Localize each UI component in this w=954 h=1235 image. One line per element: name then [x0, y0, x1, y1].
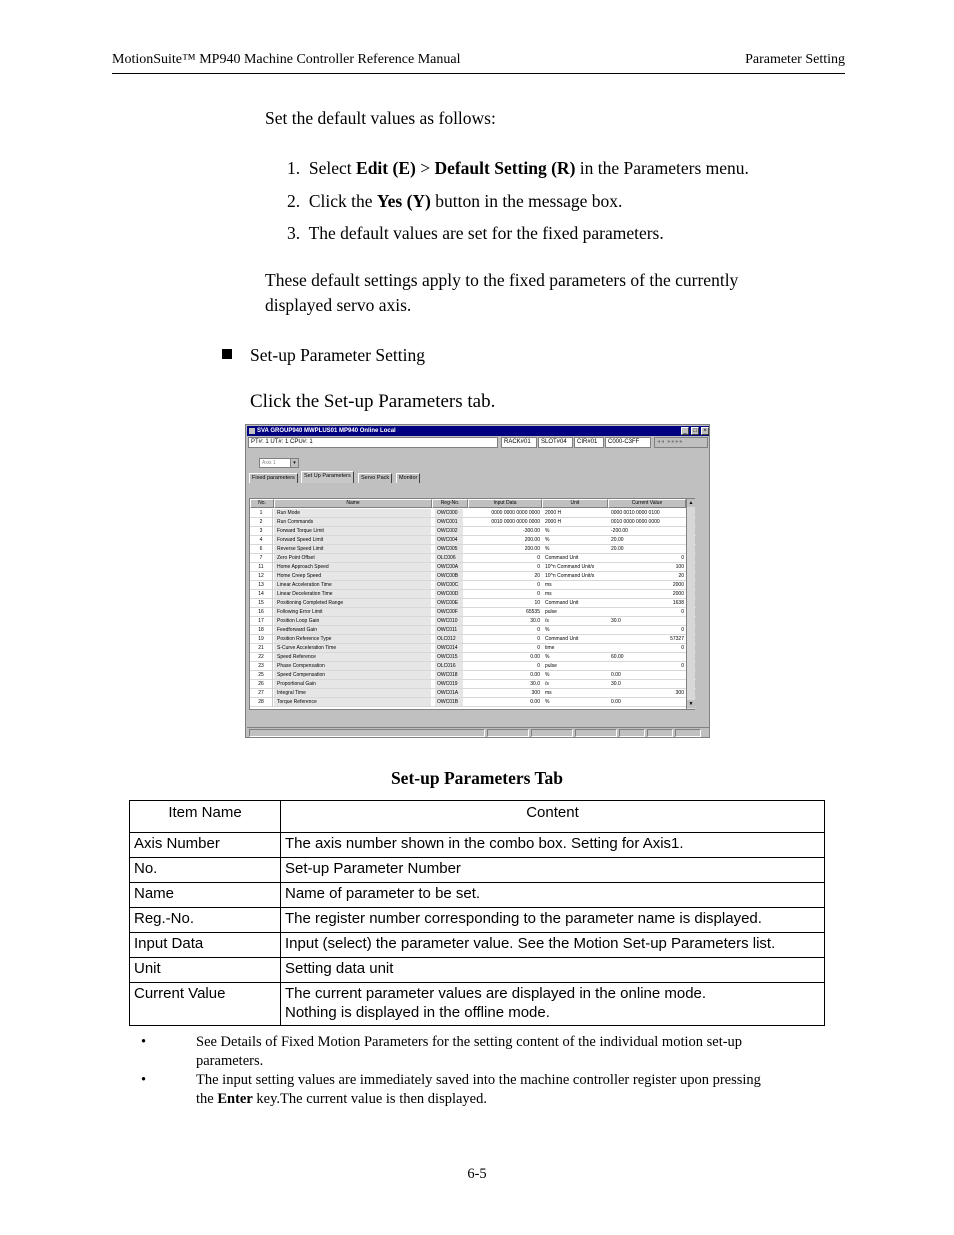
- table-row: No. Set-up Parameter Number: [130, 858, 825, 883]
- row-unit: time: [545, 645, 555, 651]
- row-reg: OWC00F: [435, 608, 463, 616]
- row-input[interactable]: 200.00: [524, 546, 540, 552]
- tab-servo-pack[interactable]: Servo Pack: [358, 473, 392, 483]
- grid-row[interactable]: [250, 689, 696, 698]
- square-bullet-icon: [222, 349, 232, 359]
- row-no: 2: [250, 518, 273, 527]
- row-current: 0: [681, 627, 684, 633]
- row-unit: /s: [545, 681, 549, 687]
- table-row: Reg.-No. The register number corresponding to the parameter name is displayed.: [130, 908, 825, 933]
- table-header-content: Content: [281, 801, 825, 833]
- row-input[interactable]: 300: [531, 690, 540, 696]
- row-reg: OLC012: [435, 635, 463, 643]
- row-input[interactable]: 10: [534, 600, 540, 606]
- row-input[interactable]: 0000 0000 0000 0000: [491, 510, 540, 516]
- row-name: Zero Point Offset: [274, 554, 431, 562]
- row-no: 21: [250, 644, 273, 653]
- col-header-no: No.: [250, 499, 274, 508]
- row-reg: OWC015: [435, 653, 463, 661]
- table-header-item: Item Name: [130, 801, 281, 833]
- row-name: Feedforward Gain: [274, 626, 431, 634]
- grid-row[interactable]: [250, 572, 696, 581]
- window-title-bar: SVA GROUP940 MWPLUS01 MP940 Online Local: [247, 426, 710, 436]
- row-unit: Command Unit: [545, 600, 579, 606]
- row-name: Torque Reference: [274, 698, 431, 706]
- scroll-down-icon[interactable]: ▼: [688, 701, 694, 707]
- grid-row[interactable]: [250, 680, 696, 689]
- row-unit: %: [545, 654, 550, 660]
- vertical-scrollbar[interactable]: [686, 499, 695, 709]
- row-unit: %: [545, 537, 550, 543]
- row-no: 13: [250, 581, 273, 590]
- row-no: 7: [250, 554, 273, 563]
- row-reg: OWC018: [435, 671, 463, 679]
- row-input[interactable]: 0: [537, 555, 540, 561]
- scroll-up-icon[interactable]: ▲: [688, 500, 694, 506]
- row-unit: %: [545, 672, 550, 678]
- row-reg: OWC005: [435, 545, 463, 553]
- row-current: 0000 0010 0000 0100: [611, 510, 660, 516]
- row-unit: 10^n Command Unit/s: [545, 573, 595, 579]
- row-input[interactable]: 20: [534, 573, 540, 579]
- row-name: Phase Compensation: [274, 662, 431, 670]
- grid-row[interactable]: [250, 518, 696, 527]
- row-input[interactable]: -300.00: [523, 528, 540, 534]
- row-unit: ms: [545, 582, 552, 588]
- row-name: Forward Torque Limit: [274, 527, 431, 535]
- row-input[interactable]: 200.00: [524, 537, 540, 543]
- status-pt: PT#: 1 UT#: 1 CPU#: 1: [248, 437, 498, 448]
- row-input[interactable]: 65535: [526, 609, 540, 615]
- row-reg: OWC01B: [435, 698, 463, 706]
- row-name: Home Creep Speed: [274, 572, 431, 580]
- row-name: Integral Time: [274, 689, 431, 697]
- row-input[interactable]: 30.0: [530, 618, 540, 624]
- row-reg: OWC00C: [435, 581, 463, 589]
- status-slot: SLOT#04: [538, 437, 573, 448]
- row-unit: 2000 H: [545, 519, 562, 525]
- row-reg: OWC000: [435, 509, 463, 517]
- bullet-icon: •: [141, 1034, 147, 1050]
- table-row: Axis Number The axis number shown in the combo box. Setting for Axis1.: [130, 833, 825, 858]
- page-number: 6-5: [467, 1166, 487, 1182]
- row-reg: OWC00D: [435, 590, 463, 598]
- col-header-current: Current Value: [608, 499, 686, 508]
- row-no: 16: [250, 608, 273, 617]
- row-current: 0010 0000 0000 0000: [611, 519, 660, 525]
- row-name: Forward Speed Limit: [274, 536, 431, 544]
- row-current: 30.0: [611, 681, 621, 687]
- intro-text: Set the default values as follows:: [265, 108, 496, 128]
- row-input[interactable]: 30.0: [530, 681, 540, 687]
- row-no: 11: [250, 563, 273, 572]
- row-current: 57327: [670, 636, 684, 642]
- row-reg: OWC00B: [435, 572, 463, 580]
- row-reg: OWC01A: [435, 689, 463, 697]
- row-reg: OWC002: [435, 527, 463, 535]
- row-unit: %: [545, 627, 550, 633]
- row-unit: %: [545, 528, 550, 534]
- row-name: Proportional Gain: [274, 680, 431, 688]
- row-unit: 2000 H: [545, 510, 562, 516]
- grid-row[interactable]: [250, 590, 696, 599]
- row-no: 22: [250, 653, 273, 662]
- grid-row[interactable]: [250, 563, 696, 572]
- row-no: 1: [250, 509, 273, 518]
- row-no: 14: [250, 590, 273, 599]
- col-header-reg: Reg-No.: [432, 499, 468, 508]
- row-current: 2000: [672, 591, 684, 597]
- row-no: 17: [250, 617, 273, 626]
- step-1: 1. Select Edit (E) > Default Setting (R) in the Parameters menu.: [287, 158, 749, 178]
- row-no: 23: [250, 662, 273, 671]
- row-reg: OLC016: [435, 662, 463, 670]
- row-current: 0: [681, 609, 684, 615]
- row-current: 0: [681, 555, 684, 561]
- row-name: Position Loop Gain: [274, 617, 431, 625]
- row-current: 60.00: [611, 654, 624, 660]
- row-no: 26: [250, 680, 273, 689]
- maximize-button[interactable]: □: [691, 427, 699, 435]
- step-2: 2. Click the Yes (Y) button in the message box.: [287, 191, 623, 211]
- row-name: Home Approach Speed: [274, 563, 431, 571]
- row-unit: pulse: [545, 609, 557, 615]
- row-input[interactable]: 0: [537, 582, 540, 588]
- row-no: 27: [250, 689, 273, 698]
- row-unit: 10^n Command Unit/s: [545, 564, 595, 570]
- chevron-down-icon[interactable]: ▾: [290, 459, 298, 467]
- row-input[interactable]: 0010 0000 0000 0000: [491, 519, 540, 525]
- row-unit: Command Unit: [545, 555, 579, 561]
- parameter-grid: [249, 498, 695, 710]
- row-reg: OWC00E: [435, 599, 463, 607]
- row-input[interactable]: 0: [537, 564, 540, 570]
- note-1: • See Details of Fixed Motion Parameters for the setting content of the individual motion set-up parameters.: [141, 1034, 743, 1069]
- row-input[interactable]: 0: [537, 645, 540, 651]
- grid-row[interactable]: [250, 608, 696, 617]
- row-name: Position Reference Type: [274, 635, 431, 643]
- status-cir: CIR#01: [574, 437, 604, 448]
- table-row: Current Value The current parameter values are displayed in the online mode. Nothing is displayed in the offline mode.: [130, 983, 825, 1026]
- row-current: 1638: [672, 600, 684, 606]
- grid-row[interactable]: [250, 662, 696, 671]
- row-current: 0.00: [611, 699, 621, 705]
- row-input[interactable]: 0: [537, 627, 540, 633]
- row-reg: OWC001: [435, 518, 463, 526]
- row-no: 28: [250, 698, 273, 707]
- row-unit: %: [545, 546, 550, 552]
- grid-row[interactable]: [250, 536, 696, 545]
- row-current: 20: [678, 573, 684, 579]
- grid-row[interactable]: [250, 617, 696, 626]
- axis-combo-box[interactable]: Axis 1 ▾: [259, 458, 299, 468]
- row-name: Reverse Speed Limit: [274, 545, 431, 553]
- grid-row[interactable]: [250, 599, 696, 608]
- table-row: Name Name of parameter to be set.: [130, 883, 825, 908]
- system-menu-icon[interactable]: [249, 428, 255, 434]
- table-row: Input Data Input (select) the parameter value. See the Motion Set-up Parameters list.: [130, 933, 825, 958]
- row-reg: OWC010: [435, 617, 463, 625]
- row-name: Speed Reference: [274, 653, 431, 661]
- row-reg: OWC00A: [435, 563, 463, 571]
- row-current: 0.00: [611, 672, 621, 678]
- status-range: C000-C3FF: [605, 437, 651, 448]
- row-unit: %: [545, 699, 550, 705]
- row-no: 25: [250, 671, 273, 680]
- minimize-button[interactable]: _: [681, 427, 689, 435]
- row-no: 19: [250, 635, 273, 644]
- info-table: [129, 800, 825, 1026]
- tab-set-up-parameters[interactable]: Set Up Parameters: [301, 471, 354, 483]
- close-button[interactable]: ×: [701, 427, 709, 435]
- row-no: 4: [250, 536, 273, 545]
- tab-fixed-parameters[interactable]: Fixed parameters: [249, 473, 298, 483]
- col-header-name: Name: [274, 499, 432, 508]
- row-unit: ms: [545, 690, 552, 696]
- row-current: 300: [675, 690, 684, 696]
- row-name: Linear Acceleration Time: [274, 581, 431, 589]
- grid-row[interactable]: [250, 644, 696, 653]
- grid-row[interactable]: [250, 635, 696, 644]
- row-reg: OWC011: [435, 626, 463, 634]
- row-current: 2000: [672, 582, 684, 588]
- grid-row[interactable]: [250, 698, 696, 707]
- row-current: 0: [681, 663, 684, 669]
- row-unit: ms: [545, 591, 552, 597]
- status-rack: RACK#01: [501, 437, 537, 448]
- row-input[interactable]: 0: [537, 591, 540, 597]
- row-no: 6: [250, 545, 273, 554]
- row-current: 20.00: [611, 537, 624, 543]
- default-note: These default settings apply to the fixed parameters of the currently displayed servo axis.: [265, 270, 739, 315]
- page-header: [112, 52, 845, 74]
- row-input[interactable]: 0.00: [530, 699, 540, 705]
- section-heading: Set-up Parameter Setting: [250, 345, 425, 365]
- row-name: Run Commands: [274, 518, 431, 526]
- row-input[interactable]: 0.00: [530, 654, 540, 660]
- row-reg: OWC014: [435, 644, 463, 652]
- row-name: Linear Deceleration Time: [274, 590, 431, 598]
- grid-row[interactable]: [250, 581, 696, 590]
- table-row: Unit Setting data unit: [130, 958, 825, 983]
- col-header-unit: Unit: [542, 499, 608, 508]
- section-title: Parameter Setting: [745, 52, 845, 67]
- row-reg: OWC019: [435, 680, 463, 688]
- figure-caption: Set-up Parameters Tab: [390, 768, 564, 788]
- col-header-input: Input Data: [468, 499, 542, 508]
- row-current: 20.00: [611, 546, 624, 552]
- row-unit: Command Unit: [545, 636, 579, 642]
- grid-row[interactable]: [250, 626, 696, 635]
- row-current: -200.00: [611, 528, 628, 534]
- row-name: Following Error Limit: [274, 608, 431, 616]
- row-no: 18: [250, 626, 273, 635]
- nav-arrows-icon[interactable]: ◂◂ ▸▸▸▸: [654, 437, 708, 448]
- grid-row[interactable]: [250, 653, 696, 662]
- grid-row[interactable]: [250, 509, 696, 518]
- note-2: • The input setting values are immediately saved into the machine controller register upon pressing the Enter key.The current value is then displayed.: [141, 1072, 761, 1107]
- row-unit: /s: [545, 618, 549, 624]
- row-name: Run Mode: [274, 509, 431, 517]
- instruction-text: Click the Set-up Parameters tab.: [250, 391, 496, 412]
- row-input[interactable]: 0: [537, 663, 540, 669]
- status-bar: [247, 727, 710, 737]
- row-unit: pulse: [545, 663, 557, 669]
- grid-row[interactable]: [250, 671, 696, 680]
- row-current: 30.0: [611, 618, 621, 624]
- step-3: 3. The default values are set for the fixed parameters.: [287, 223, 664, 243]
- tab-monitor[interactable]: Monitor: [396, 473, 420, 483]
- row-current: 0: [681, 645, 684, 651]
- row-input[interactable]: 0: [537, 636, 540, 642]
- row-reg: OWC004: [435, 536, 463, 544]
- row-no: 12: [250, 572, 273, 581]
- manual-title: MotionSuite™ MP940 Machine Controller Reference Manual: [112, 52, 461, 67]
- row-reg: OLC006: [435, 554, 463, 562]
- row-name: Speed Compensation: [274, 671, 431, 679]
- grid-row[interactable]: [250, 554, 696, 563]
- row-name: Positioning Completed Range: [274, 599, 431, 607]
- grid-row[interactable]: [250, 527, 696, 536]
- row-current: 100: [675, 564, 684, 570]
- grid-row[interactable]: [250, 545, 696, 554]
- row-no: 15: [250, 599, 273, 608]
- row-input[interactable]: 0.00: [530, 672, 540, 678]
- row-name: S-Curve Acceleration Time: [274, 644, 431, 652]
- screenshot-window: [245, 424, 710, 738]
- bullet-icon: •: [141, 1072, 147, 1088]
- row-no: 3: [250, 527, 273, 536]
